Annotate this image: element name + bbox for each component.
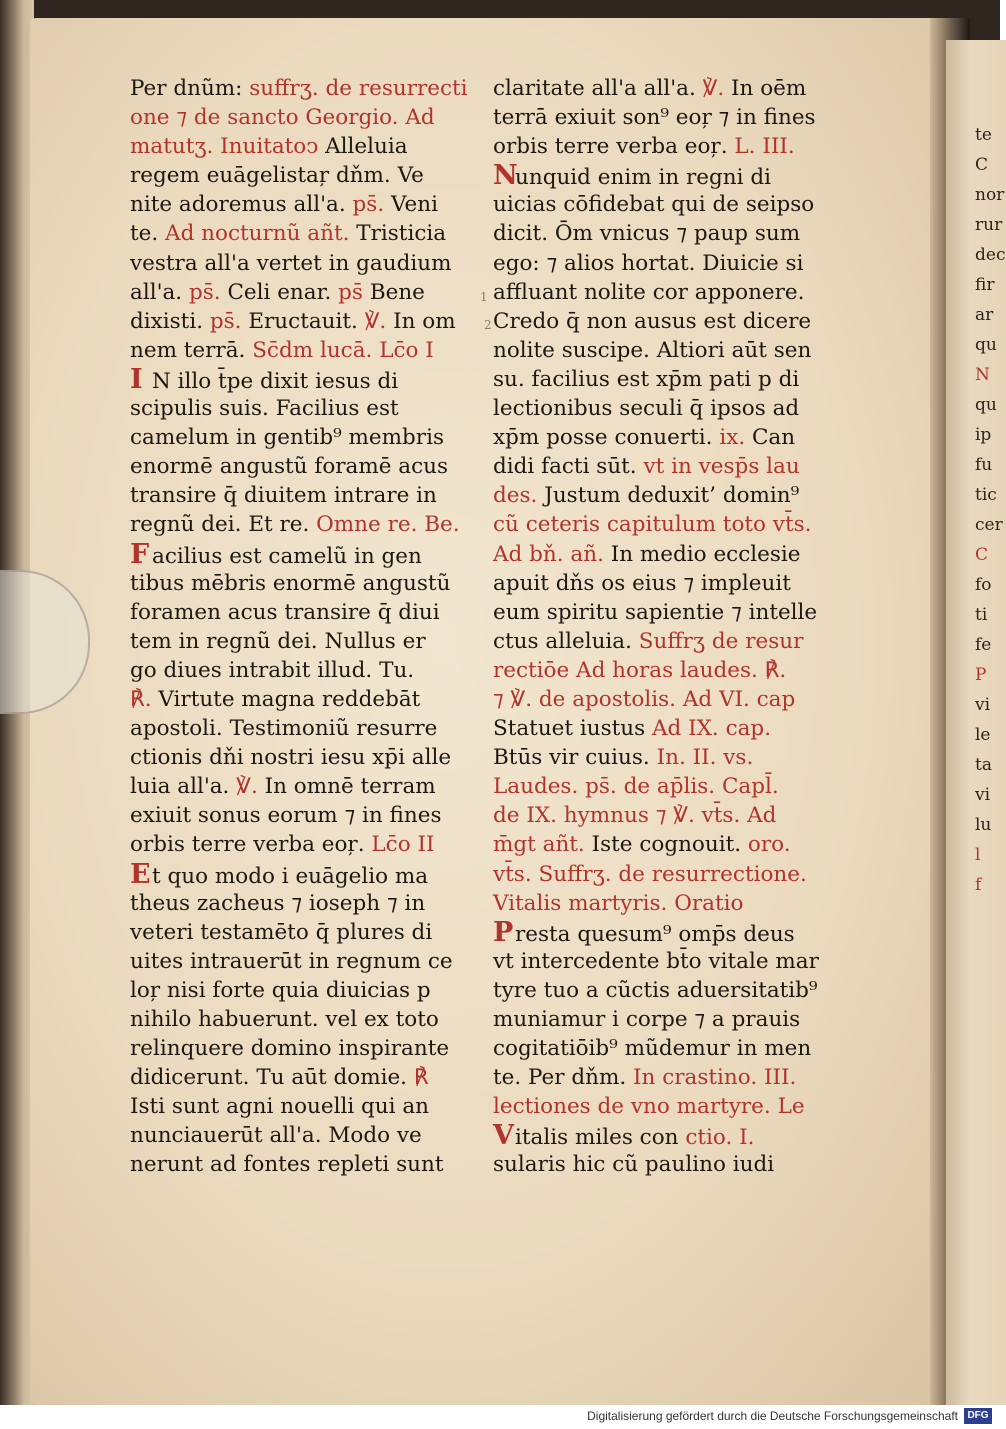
body-text: camelum in gentib⁹ membris xyxy=(130,425,444,451)
body-text: In omnē terram xyxy=(264,774,436,800)
text-line xyxy=(493,772,838,801)
text-line xyxy=(493,976,838,1005)
body-text: italis miles con xyxy=(515,1125,686,1151)
body-text: terrā exiuit son⁹ eoŗ ⁊ in fines xyxy=(493,105,816,131)
text-line xyxy=(130,219,480,248)
body-text: go diues intrabit illud. Tu. xyxy=(130,657,415,683)
body-text: t quo modo i euāgelio ma xyxy=(152,863,429,889)
text-line xyxy=(130,365,480,394)
body-text: uites intrauerūt in regnum ce xyxy=(130,948,453,974)
rubric-text: ix. xyxy=(719,425,752,451)
footer-bar xyxy=(0,1405,1000,1429)
text-line xyxy=(493,569,838,598)
text-line xyxy=(130,598,480,627)
body-text: dicit. Ōm vnicus ⁊ paup sum xyxy=(493,221,801,247)
text-line xyxy=(493,1092,838,1121)
text-line xyxy=(493,365,838,394)
next-page-fragment: rur xyxy=(975,215,1003,235)
next-page-fragment: nor xyxy=(975,185,1005,205)
text-line xyxy=(130,801,480,830)
rubric-text: rectiōe Ad horas laudes. ℟. xyxy=(493,657,787,683)
text-line xyxy=(493,685,838,714)
rubric-text: Omne re. Be. xyxy=(316,512,460,538)
text-line xyxy=(493,860,838,889)
rubric-text: ps̄. xyxy=(352,192,391,218)
body-text: In medio ecclesie xyxy=(610,541,801,567)
body-text: Btūs vir cuius. xyxy=(493,745,657,771)
rubric-text: Laudes. ps̄. de ap̄lis. Capl̄. xyxy=(493,774,779,800)
next-page-fragment: vi xyxy=(975,785,991,805)
next-page-fragment: ar xyxy=(975,305,994,325)
body-text: nem terrā. xyxy=(130,337,253,363)
rubric-text: Ad nocturnũ añt. xyxy=(165,221,357,247)
rubric-text: matutʒ. Inuitatoↄ xyxy=(130,134,326,160)
text-line xyxy=(493,743,838,772)
body-text: Alleluia xyxy=(325,134,408,160)
next-page-fragment: cer xyxy=(975,515,1003,535)
next-page-fragment: l xyxy=(975,845,981,865)
rubric-text: Ad bň. añ. xyxy=(493,541,611,567)
body-text: lectionibus seculi q̄ ipsos ad xyxy=(493,396,800,422)
rubric-text: In. II. vs. xyxy=(656,745,754,771)
rubric-text: L. III. xyxy=(734,134,795,160)
body-text: Tristicia xyxy=(356,221,447,247)
body-text: loŗ nisi forte quia diuicias p xyxy=(130,977,431,1003)
next-page-fragment: f xyxy=(975,875,982,895)
margin-mark: 1 xyxy=(480,290,488,304)
margin-mark: 2 xyxy=(484,318,492,332)
body-text: vt intercedente bt̄o vitale mar xyxy=(493,948,819,974)
text-line xyxy=(130,103,480,132)
text-line xyxy=(130,132,480,161)
text-line xyxy=(493,1063,838,1092)
rubric-text: Ad IX. cap. xyxy=(651,716,772,742)
text-line xyxy=(130,830,480,859)
next-page-fragment: fu xyxy=(975,455,993,475)
next-page-fragment: dec xyxy=(975,245,1006,265)
body-text: exiuit sonus eorum ⁊ in fines xyxy=(130,803,442,829)
next-page-fragment: qu xyxy=(975,395,997,415)
body-text: Credo q̄ non ausus est dicere xyxy=(493,308,812,334)
rubric-text: vt̄s. Suffrʒ. de resurrectione. xyxy=(493,861,807,887)
body-text: claritate all'a all'a. xyxy=(493,76,703,101)
text-line xyxy=(130,889,480,918)
body-text: enormē angustũ foramē acus xyxy=(130,454,449,480)
text-line xyxy=(130,423,480,452)
body-text: acilius est camelũ in gen xyxy=(152,543,422,569)
next-page-fragment: ti xyxy=(975,605,988,625)
rubric-text: vt in vesp̄s lau xyxy=(643,454,800,480)
body-text: transire q̄ diuitem intrare in xyxy=(130,483,437,509)
body-text: nihilo habuerunt. vel ex toto xyxy=(130,1007,439,1032)
text-line xyxy=(493,1034,838,1063)
rubric-text: In crastino. III. xyxy=(633,1065,797,1091)
next-page-fragment: vi xyxy=(975,695,991,715)
text-line xyxy=(130,772,480,801)
text-line xyxy=(130,569,480,598)
body-text: Bene xyxy=(369,279,425,305)
body-text: luia all'a. xyxy=(130,774,237,800)
body-text: Statuet iustus xyxy=(493,716,652,742)
text-line xyxy=(493,481,838,510)
text-line xyxy=(493,394,838,423)
rubric-text: ℟ xyxy=(413,1065,429,1091)
text-line xyxy=(493,336,838,365)
text-line xyxy=(130,278,480,307)
text-line xyxy=(130,510,480,539)
next-page-fragment: te xyxy=(975,125,992,145)
next-page-fragment: fo xyxy=(975,575,992,595)
text-line xyxy=(130,249,480,278)
body-text: Iste cognouit. xyxy=(591,832,748,858)
text-line xyxy=(130,481,480,510)
text-line xyxy=(130,1092,480,1121)
text-line xyxy=(130,1063,480,1092)
text-line xyxy=(130,336,480,365)
text-line xyxy=(493,132,838,161)
text-line xyxy=(493,540,838,569)
rubric-text: de IX. hymnus ⁊ ℣. vt̄s. Ad xyxy=(493,803,777,829)
next-page-fragment: fir xyxy=(975,275,995,295)
body-text: nunciauerūt all'a. Modo ve xyxy=(130,1123,422,1149)
body-text: veteri testamēto q̄ plures di xyxy=(130,919,433,945)
rubric-text: ⁊ ℣. de apostolis. Ad VI. cap xyxy=(493,686,796,712)
next-page-fragment: tic xyxy=(975,485,997,505)
text-line xyxy=(493,278,838,307)
text-line xyxy=(493,307,838,336)
next-page-fragment: fe xyxy=(975,635,992,655)
text-line xyxy=(130,307,480,336)
next-page-fragment: le xyxy=(975,725,991,745)
body-text: cogitatiōib⁹ mũdemur in men xyxy=(493,1036,812,1062)
text-line xyxy=(130,540,480,569)
rubric-text: ps̄. xyxy=(188,279,228,305)
text-line xyxy=(130,161,480,190)
next-page-fragment: N xyxy=(975,365,990,385)
body-text: Can xyxy=(751,425,796,451)
body-text: didi facti sūt. xyxy=(493,454,644,480)
funding-credit: Digitalisierung gefördert durch die Deutsche Forschungsgemeinschaft xyxy=(587,1409,958,1423)
body-text: scipulis suis. Facilius est xyxy=(130,396,399,422)
text-line xyxy=(130,190,480,219)
text-line xyxy=(493,947,838,976)
body-text: Veni xyxy=(391,192,438,218)
body-text: te. xyxy=(130,221,166,247)
body-text: Isti sunt agni nouelli qui an xyxy=(130,1094,430,1120)
body-text: apuit dňs os eius ⁊ impleuit xyxy=(493,570,791,596)
text-line xyxy=(493,889,838,918)
body-text: nerunt ad fontes repleti sunt xyxy=(130,1152,444,1178)
initial-letter: P xyxy=(493,916,514,948)
text-line xyxy=(130,1121,480,1150)
initial-letter: F xyxy=(130,538,150,570)
body-text: Celi enar. xyxy=(227,279,339,305)
body-text: In om xyxy=(393,308,456,334)
body-text: regem euāgelistaŗ dňm. Ve xyxy=(130,163,424,189)
body-text: nite adoremus all'a. xyxy=(130,192,353,218)
text-line xyxy=(493,249,838,278)
text-line xyxy=(493,918,838,947)
body-text: relinquere domino inspirante xyxy=(130,1036,450,1062)
body-text: muniamur i corpe ⁊ a prauis xyxy=(493,1007,801,1032)
rubric-text: Lc̄o II xyxy=(371,832,435,858)
body-text: uicias cōfidebat qui de seipso xyxy=(493,192,815,218)
initial-letter: I xyxy=(130,363,143,395)
rubric-text: Vitalis martyris. Oratio xyxy=(493,890,744,916)
dfg-logo: DFG xyxy=(964,1408,992,1424)
next-page-fragment: ip xyxy=(975,425,992,445)
rubric-text: m̄gt añt. xyxy=(493,832,592,858)
body-text: Justum deduxit’ domin⁹ xyxy=(544,483,800,509)
rubric-text: ℣. xyxy=(236,774,265,800)
initial-letter: V xyxy=(493,1120,514,1152)
initial-letter: E xyxy=(130,858,151,890)
body-text: regnũ dei. Et re. xyxy=(130,512,317,538)
text-line xyxy=(493,1005,838,1034)
text-line xyxy=(130,947,480,976)
body-text: orbis terre verba eoŗ. xyxy=(130,832,372,858)
body-text: tyre tuo a cũctis aduersitatib⁹ xyxy=(493,977,818,1003)
body-text: ego: ⁊ alios hortat. Diuicie si xyxy=(493,250,804,276)
rubric-text: Suffrʒ de resur xyxy=(638,628,804,654)
body-text: all'a. xyxy=(130,279,189,305)
text-line xyxy=(493,510,838,539)
rubric-text: cũ ceteris capitulum toto vt̄s. xyxy=(493,512,812,538)
body-text: ctionis dňi nostri iesu xp̄i alle xyxy=(130,745,452,771)
text-line xyxy=(130,452,480,481)
body-text: affluant nolite cor apponere. xyxy=(493,279,805,305)
body-text: eum spiritu sapientie ⁊ intelle xyxy=(493,599,818,625)
text-line xyxy=(493,1121,838,1150)
text-line xyxy=(493,801,838,830)
text-line xyxy=(493,423,838,452)
body-text: unquid enim in regni di xyxy=(515,165,771,191)
text-line xyxy=(130,714,480,743)
rubric-text: ps̄. xyxy=(209,308,249,334)
text-line xyxy=(130,918,480,947)
text-line xyxy=(130,685,480,714)
body-text: In oēm xyxy=(731,76,807,101)
rubric-text: lectiones de vno martyre. Le xyxy=(493,1094,805,1120)
body-text: Eructauit. xyxy=(248,308,365,334)
next-page-text xyxy=(975,120,1006,900)
body-text: resta quesum⁹ omp̄s deus xyxy=(515,921,795,947)
body-text: ctus alleluia. xyxy=(493,628,639,654)
rubric-text: one ⁊ de sancto Georgio. Ad xyxy=(130,105,435,131)
text-line xyxy=(130,1034,480,1063)
body-text: te. Per dňm. xyxy=(493,1065,634,1091)
body-text: xp̄m posse conuerti. xyxy=(493,425,720,451)
body-text: tibus mēbris enormē angustũ xyxy=(130,570,451,596)
rubric-text: oro. xyxy=(747,832,791,858)
next-page-fragment: qu xyxy=(975,335,997,355)
rubric-text: ps̄ xyxy=(338,279,370,305)
body-text: theus zacheus ⁊ ioseph ⁊ in xyxy=(130,890,426,916)
body-text: dixisti. xyxy=(130,308,210,334)
initial-letter: N xyxy=(493,160,518,192)
body-text: Virtute magna reddebāt xyxy=(158,686,421,712)
rubric-text: Sc̄dm lucā. Lc̄o I xyxy=(252,337,434,363)
text-line xyxy=(493,1150,838,1179)
text-line xyxy=(130,860,480,889)
text-line xyxy=(493,598,838,627)
text-line xyxy=(130,976,480,1005)
rubric-text: ℣. xyxy=(702,76,732,101)
next-page-fragment: lu xyxy=(975,815,992,835)
rubric-text: suffrʒ. de resurrecti xyxy=(249,76,468,101)
rubric-text: ctio. I. xyxy=(685,1125,755,1151)
next-page-fragment: ta xyxy=(975,755,992,775)
body-text: su. facilius est xp̄m pati p di xyxy=(493,366,800,392)
body-text: didicerunt. Tu aūt domie. xyxy=(130,1065,414,1091)
text-line xyxy=(130,743,480,772)
body-text: Per dnũm: xyxy=(130,76,250,101)
rubric-text: ℣. xyxy=(364,308,394,334)
body-text: apostoli. Testimoniũ resurre xyxy=(130,716,438,742)
body-text: sularis hic cũ paulino iudi xyxy=(493,1152,775,1178)
body-text: orbis terre verba eoŗ. xyxy=(493,134,735,160)
text-line xyxy=(493,452,838,481)
text-line xyxy=(130,1005,480,1034)
next-page-fragment: C xyxy=(975,155,989,175)
text-line xyxy=(493,627,838,656)
text-column-left xyxy=(130,74,480,1180)
text-line xyxy=(130,656,480,685)
rubric-text: ℟. xyxy=(130,686,159,712)
body-text: tem in regnũ dei. Nullus er xyxy=(130,628,426,654)
text-line xyxy=(493,830,838,859)
body-text: N illo t̄pe dixit iesus di xyxy=(152,368,399,394)
text-line xyxy=(493,74,838,103)
body-text: foramen acus transire q̄ diui xyxy=(130,599,440,625)
text-line xyxy=(130,627,480,656)
text-line xyxy=(493,656,838,685)
text-line xyxy=(493,161,838,190)
text-line xyxy=(493,190,838,219)
rubric-text: des. xyxy=(493,483,545,509)
text-line xyxy=(130,1150,480,1179)
body-text: vestra all'a vertet in gaudium xyxy=(130,250,452,276)
text-line xyxy=(130,394,480,423)
next-page-fragment: P xyxy=(975,665,987,685)
next-page-fragment: C xyxy=(975,545,989,565)
body-text: nolite suscipe. Altiori aūt sen xyxy=(493,337,812,363)
text-line xyxy=(493,714,838,743)
text-line xyxy=(493,103,838,132)
text-line xyxy=(130,74,480,103)
text-line xyxy=(493,219,838,248)
text-column-right xyxy=(493,74,838,1180)
